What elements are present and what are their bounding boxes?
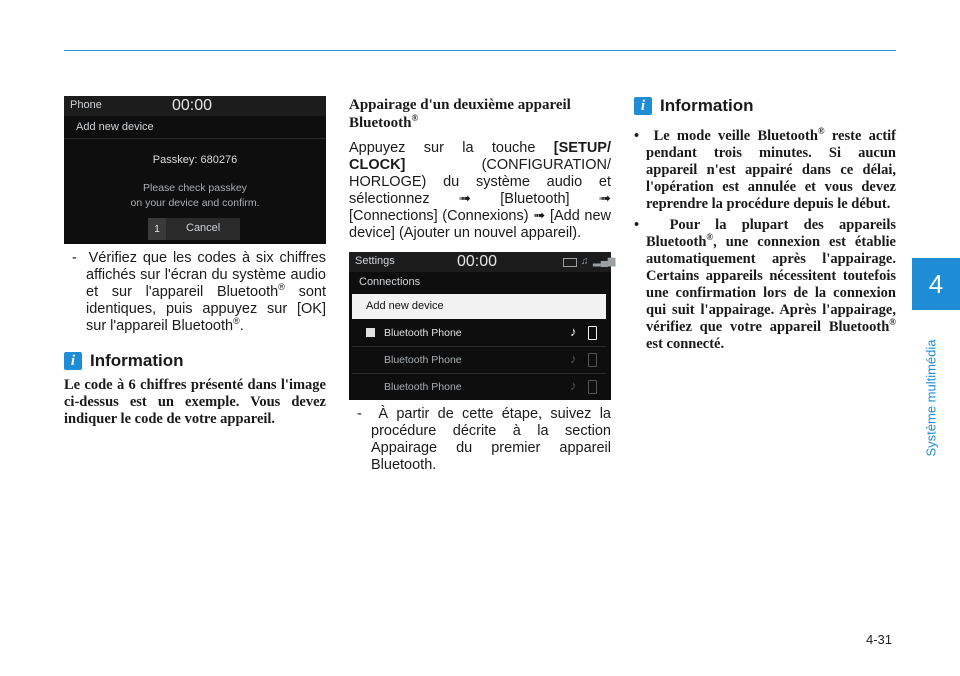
audio-icon: ♪ — [570, 351, 577, 366]
standby-bullet: • Le mode veille Bluetooth® reste actif pendant trois minutes. Si aucun appareil n'est appairé dans ce délai, l'opération est annulée et vous devez reprendre la procédure depuis le début. — [634, 126, 897, 212]
cancel-button-label: Cancel — [186, 222, 221, 234]
cancel-button-index: 1 — [148, 218, 166, 240]
chapter-tab — [912, 258, 960, 310]
setup-clock-key: [SETUP/ CLOCK] — [349, 140, 611, 173]
audio-icon: ♪ — [570, 378, 577, 393]
active-device-icon — [366, 328, 375, 337]
section-title: Appairage d'un deuxième appareil Bluetooth® — [349, 97, 571, 131]
signal-icon: ▂▄▆ — [593, 256, 616, 267]
header-rule — [64, 50, 896, 51]
chapter-number: 4 — [928, 268, 944, 299]
screen-clock: 00:00 — [457, 253, 498, 270]
connections-tab[interactable]: Connections — [359, 276, 421, 288]
battery-icon — [563, 258, 577, 267]
add-new-device-item[interactable]: Add new device — [352, 294, 606, 319]
phone-icon — [588, 380, 597, 394]
info-header-right — [634, 96, 896, 116]
message-line1: Please check passkey — [143, 182, 247, 194]
info-title: Information — [90, 351, 184, 370]
device-item-1[interactable]: Bluetooth Phone ♪ — [352, 321, 606, 347]
device-item-2[interactable]: Bluetooth Phone ♪ — [352, 348, 606, 374]
follow-procedure-bullet: - À partir de cette étape, suivez la procédure décrite à la section Appairage du premier appareil Bluetooth. — [357, 406, 611, 473]
column-middle — [349, 96, 616, 474]
phone-icon — [588, 326, 597, 340]
information-icon: i — [64, 352, 82, 370]
device-item-3[interactable]: Bluetooth Phone ♪ — [352, 375, 606, 400]
info-text-left: Le code à 6 chiffres présenté dans l'image ci-dessus est un exemple. Vous devez indiquer le code de votre appareil. — [64, 377, 326, 427]
screen-heading: Add new device — [76, 121, 154, 133]
passkey-text: Passkey: 680276 — [152, 154, 238, 166]
screen-clock: 00:00 — [172, 97, 213, 114]
column-left — [64, 96, 326, 428]
phone-passkey-screen — [64, 96, 326, 244]
instruction-paragraph: Appuyez sur la touche [SETUP/ CLOCK] (CONFIGURATION/ HORLOGE) du système audio et sélectionnez ➟ [Bluetooth] ➟ [Connections] (Connexions) ➟ [Add new device] (Ajouter un nouvel appareil). — [349, 140, 611, 241]
information-icon: i — [634, 97, 652, 115]
info-title: Information — [660, 96, 754, 115]
phone-icon — [588, 353, 597, 367]
screen-app-title: Phone — [70, 99, 102, 111]
info-header-left — [64, 351, 326, 371]
page-number: 4-31 — [865, 632, 892, 647]
cancel-button[interactable] — [148, 218, 240, 240]
settings-connections-screen — [349, 252, 616, 400]
audio-icon: ♪ — [570, 324, 577, 339]
chapter-title: Système multimédia — [923, 339, 939, 457]
music-status-icon: ♫ — [581, 256, 589, 267]
screen-app-title: Settings — [355, 255, 395, 267]
message-line2: on your device and confirm. — [130, 197, 260, 209]
verify-code-bullet: - Vérifiez que les codes à six chiffres affichés sur l'écran du système audio et sur l'appareil Bluetooth® sont identiques, puis appuyez sur [OK] sur l'appareil Bluetooth®. — [72, 250, 326, 334]
auto-connect-bullet: • Pour la plupart des appareils Bluetooth®, une connexion est établie automatiquement après l'appairage. Certains appareils nécessitent toutefois une confirmation lors de la connexion qui suit l'appairage. Après l'appairage, vérifiez que votre appareil Bluetooth® est connecté. — [634, 217, 896, 352]
column-right — [634, 96, 896, 357]
